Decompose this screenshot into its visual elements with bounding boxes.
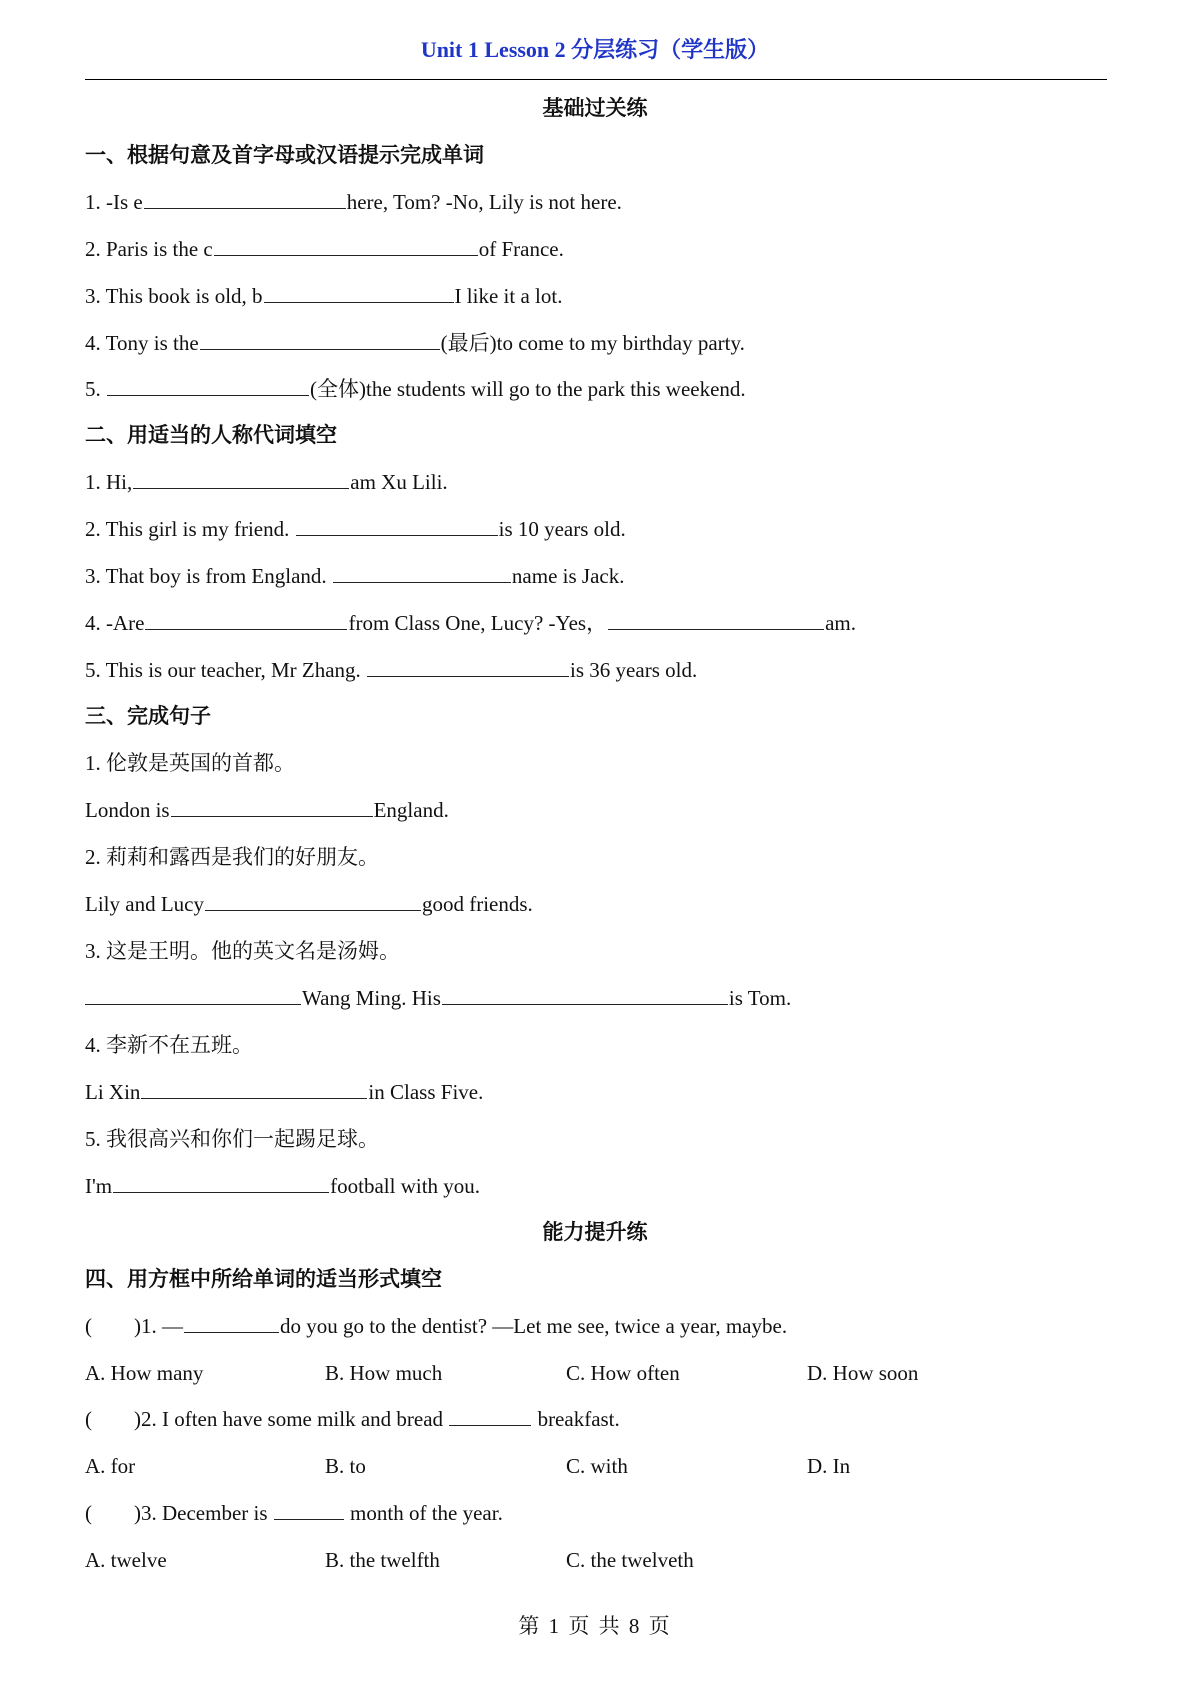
- option-c[interactable]: C. the twelveth: [566, 1548, 694, 1572]
- answer-blank[interactable]: [449, 1405, 531, 1426]
- answer-blank[interactable]: [333, 562, 511, 583]
- s3-answer-4: Li Xin in Class Five.: [85, 1080, 484, 1104]
- answer-blank[interactable]: [171, 796, 373, 817]
- document-title: Unit 1 Lesson 2 分层练习（学生版）: [420, 37, 770, 62]
- section1-title: 一、根据句意及首字母或汉语提示完成单词: [85, 143, 484, 167]
- option-b[interactable]: B. to: [325, 1454, 366, 1478]
- s3-answer-1: London is England.: [85, 798, 449, 822]
- s4-question-1: ( )1. — do you go to the dentist? —Let me see, twice a year, maybe.: [85, 1314, 788, 1338]
- s1-question-4: 4. Tony is the (最后)to come to my birthday party.: [85, 331, 745, 355]
- s2-question-1: 1. Hi, am Xu Lili.: [85, 470, 448, 494]
- answer-blank[interactable]: [133, 468, 349, 489]
- option-a[interactable]: A. for: [85, 1454, 136, 1478]
- s1-question-5: 5. (全体)the students will go to the park this weekend.: [85, 377, 746, 401]
- answer-blank[interactable]: [200, 329, 440, 350]
- s2-question-4: 4. -Are from Class One, Lucy? -Yes， am.: [85, 611, 856, 635]
- s1-question-3: 3. This book is old, b I like it a lot.: [85, 284, 563, 308]
- basic-practice-title: 基础过关练: [542, 96, 648, 120]
- section4-title: 四、用方框中所给单词的适当形式填空: [85, 1267, 442, 1291]
- page-number: 第 1 页 共 8 页: [518, 1614, 672, 1638]
- advanced-practice-title: 能力提升练: [542, 1220, 648, 1244]
- section2-title: 二、用适当的人称代词填空: [85, 423, 337, 447]
- s2-question-5: 5. This is our teacher, Mr Zhang. is 36 years old.: [85, 658, 698, 682]
- s1-question-1: 1. -Is e here, Tom? -No, Lily is not here.: [85, 190, 622, 214]
- answer-blank[interactable]: [113, 1172, 329, 1193]
- answer-blank[interactable]: [214, 235, 478, 256]
- section3-title: 三、完成句子: [85, 704, 211, 728]
- option-d[interactable]: D. In: [807, 1454, 851, 1478]
- s3-prompt-3: 3. 这是王明。他的英文名是汤姆。: [85, 939, 400, 963]
- header-divider: [85, 79, 1107, 80]
- answer-blank[interactable]: [274, 1499, 344, 1520]
- option-a[interactable]: A. How many: [85, 1361, 204, 1385]
- option-b[interactable]: B. How much: [325, 1361, 443, 1385]
- s1-question-2: 2. Paris is the c of France.: [85, 237, 564, 261]
- answer-blank[interactable]: [144, 188, 346, 209]
- option-a[interactable]: A. twelve: [85, 1548, 167, 1572]
- answer-blank[interactable]: [205, 890, 421, 911]
- answer-blank[interactable]: [184, 1312, 279, 1333]
- s3-answer-3: Wang Ming. His is Tom.: [85, 984, 791, 1012]
- s3-prompt-4: 4. 李新不在五班。: [85, 1033, 253, 1057]
- option-c[interactable]: C. How often: [566, 1361, 680, 1385]
- s2-question-2: 2. This girl is my friend. is 10 years old.: [85, 517, 626, 541]
- s4-question-3: ( )3. December is month of the year.: [85, 1501, 503, 1525]
- s4-question-2: ( )2. I often have some milk and bread breakfast.: [85, 1407, 620, 1431]
- answer-blank[interactable]: [141, 1078, 367, 1099]
- answer-blank[interactable]: [107, 375, 309, 396]
- s3-prompt-5: 5. 我很高兴和你们一起踢足球。: [85, 1127, 379, 1151]
- answer-blank[interactable]: [264, 282, 454, 303]
- s3-prompt-1: 1. 伦敦是英国的首都。: [85, 751, 295, 775]
- answer-blank[interactable]: [85, 984, 301, 1005]
- s3-prompt-2: 2. 莉莉和露西是我们的好朋友。: [85, 845, 379, 869]
- s3-answer-2: Lily and Lucy good friends.: [85, 892, 533, 916]
- answer-blank[interactable]: [442, 984, 728, 1005]
- option-d[interactable]: D. How soon: [807, 1361, 919, 1385]
- answer-blank[interactable]: [145, 609, 347, 630]
- answer-blank[interactable]: [608, 609, 824, 630]
- s2-question-3: 3. That boy is from England. name is Jack.: [85, 564, 625, 588]
- answer-blank[interactable]: [367, 656, 569, 677]
- option-b[interactable]: B. the twelfth: [325, 1548, 440, 1572]
- answer-blank[interactable]: [296, 515, 498, 536]
- option-c[interactable]: C. with: [566, 1454, 628, 1478]
- s3-answer-5: I'm football with you.: [85, 1174, 481, 1198]
